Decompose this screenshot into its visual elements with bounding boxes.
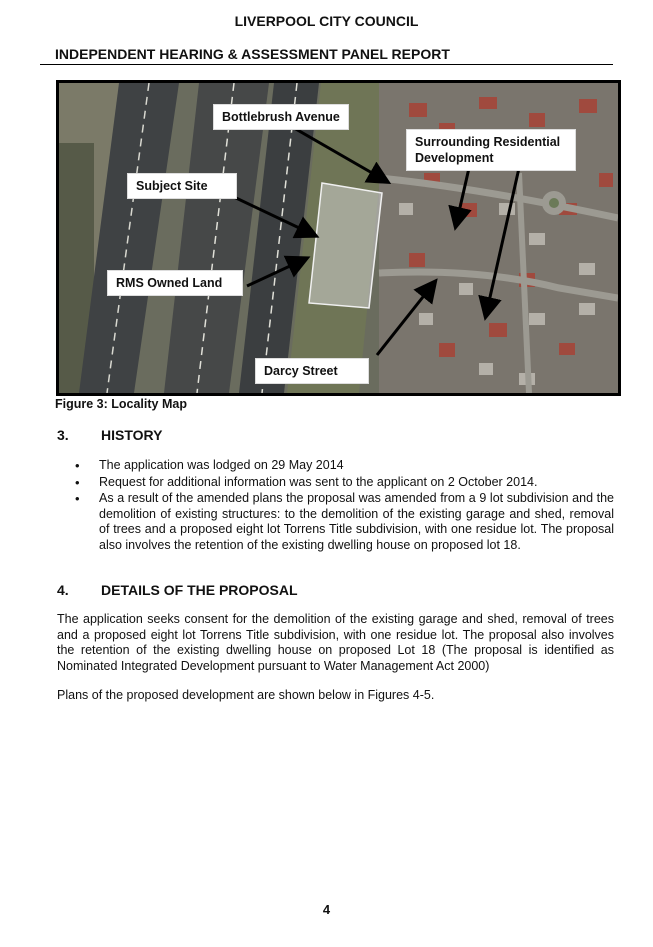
history-list: [57, 458, 614, 554]
section-number: 4.: [57, 582, 69, 598]
label-surrounding-development: Surrounding Residential Development: [406, 129, 576, 171]
locality-map: [56, 80, 621, 396]
figures-note: Plans of the proposed development are shown below in Figures 4-5.: [57, 688, 435, 702]
label-darcy-street: Darcy Street: [255, 358, 369, 384]
list-item: • As a result of the amended plans the proposal was amended from a 9 lot subdivision and the demolition of existing structures: to the demolition of the existing garage and shed, removal of trees and a proposed eight lot Torrens Title subdivision, with one residue lot. The proposal also involves the retention of the existing dwelling house on proposed lot 18.: [57, 491, 614, 553]
report-title: INDEPENDENT HEARING & ASSESSMENT PANEL REPORT: [55, 46, 450, 62]
label-bottlebrush-avenue: Bottlebrush Avenue: [213, 104, 349, 130]
council-name: LIVERPOOL CITY COUNCIL: [234, 13, 419, 29]
section-number: 3.: [57, 427, 69, 443]
section-title: DETAILS OF THE PROPOSAL: [101, 582, 298, 598]
page-number: 4: [322, 902, 331, 917]
list-item: • Request for additional information was sent to the applicant on 2 October 2014.: [57, 475, 614, 491]
label-rms-owned-land: RMS Owned Land: [107, 270, 243, 296]
list-item: • The application was lodged on 29 May 2014: [57, 458, 614, 474]
figure-caption: Figure 3: Locality Map: [55, 397, 187, 411]
proposal-paragraph: The application seeks consent for the demolition of the existing garage and shed, removal of trees and a proposed eight lot Torrens Title subdivision, with one residue lot. The proposal also involves the retention of the existing dwelling house on proposed Lot 18 (The proposal is identified as Nominated Integrated Development pursuant to Water Management Act 2000): [57, 612, 614, 673]
subject-site-overlay: [309, 183, 382, 308]
label-subject-site: Subject Site: [127, 173, 237, 199]
section-title: HISTORY: [101, 427, 163, 443]
header-divider: [40, 64, 613, 65]
